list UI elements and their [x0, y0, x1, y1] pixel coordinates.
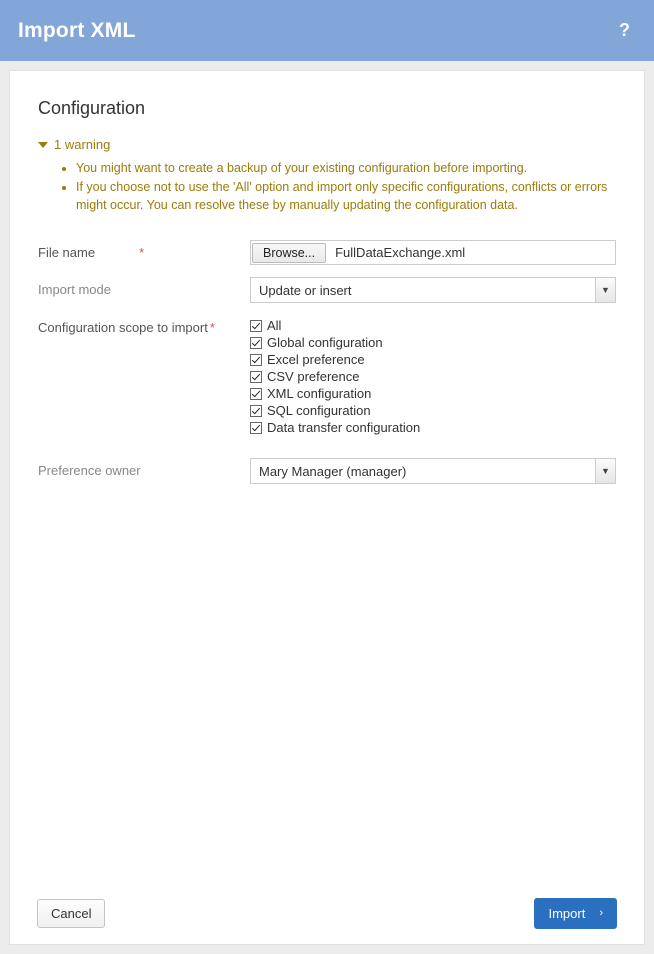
scope-checklist [250, 315, 616, 436]
scope-option-label: CSV preference [267, 369, 360, 385]
scope-option-global-configuration[interactable] [250, 334, 616, 351]
scope-option-data-transfer-configuration[interactable] [250, 419, 616, 436]
warning-item: • You might want to create a backup of your existing configuration before importing. [76, 159, 616, 177]
dialog-content [10, 71, 644, 882]
import-mode-select[interactable] [250, 277, 616, 303]
preference-owner-label: Preference owner [38, 463, 141, 479]
form-row-file-name [38, 240, 616, 265]
chevron-right-icon: › [599, 907, 603, 919]
file-name-label [38, 240, 250, 260]
scope-option-label: SQL configuration [267, 403, 371, 419]
required-marker: * [139, 245, 145, 261]
checkbox-icon[interactable] [250, 320, 262, 332]
dialog-titlebar [0, 0, 654, 61]
scope-option-label: Global configuration [267, 335, 383, 351]
scope-option-sql-configuration[interactable] [250, 402, 616, 419]
checkbox-icon[interactable] [250, 337, 262, 349]
chevron-down-icon[interactable]: ▼ [595, 459, 615, 483]
warning-item: • If you choose not to use the 'All' option and import only specific configurations, conflicts or errors might occur. You can resolve these by manually updating the configuration data. [76, 178, 616, 214]
scope-option-label: XML configuration [267, 386, 372, 402]
file-input[interactable] [250, 240, 616, 265]
scope-option-all[interactable] [250, 317, 616, 334]
scope-option-label: All [267, 318, 282, 334]
import-form [38, 240, 616, 484]
scope-option-label: Excel preference [267, 352, 365, 368]
checkbox-icon[interactable] [250, 354, 262, 366]
scope-option-csv-preference[interactable] [250, 368, 616, 385]
form-row-preference-owner [38, 458, 616, 484]
warning-list [56, 159, 616, 214]
scope-option-label: Data transfer configuration [267, 420, 421, 436]
warning-summary: 1 warning [54, 137, 111, 152]
chevron-down-icon [38, 142, 48, 148]
cancel-button[interactable]: Cancel [37, 899, 105, 928]
import-button[interactable] [534, 898, 617, 929]
file-name-value: FullDataExchange.xml [335, 245, 466, 261]
preference-owner-value: Mary Manager (manager) [259, 463, 407, 479]
file-name-field [250, 240, 616, 265]
file-name-label-text: File name [38, 245, 96, 261]
dialog-body-card [9, 70, 645, 945]
required-marker: * [209, 320, 215, 336]
checkbox-icon[interactable] [250, 371, 262, 383]
warning-toggle[interactable] [38, 137, 616, 152]
scope-label-text: Configuration scope to import [38, 320, 208, 336]
chevron-down-icon[interactable]: ▼ [595, 278, 615, 302]
browse-button[interactable]: Browse... [252, 243, 326, 263]
page-title: Configuration [38, 98, 146, 118]
import-mode-value: Update or insert [259, 282, 352, 298]
help-icon[interactable]: ? [619, 20, 630, 40]
scope-option-excel-preference[interactable] [250, 351, 616, 368]
scope-option-xml-configuration[interactable] [250, 385, 616, 402]
preference-owner-select[interactable] [250, 458, 616, 484]
dialog-title: Import XML [18, 18, 136, 42]
import-button-label: Import [548, 905, 586, 921]
checkbox-icon[interactable] [250, 405, 262, 417]
import-mode-field [250, 277, 616, 303]
form-row-scope [38, 315, 616, 436]
checkbox-icon[interactable] [250, 388, 262, 400]
checkbox-icon[interactable] [250, 422, 262, 434]
form-row-import-mode [38, 277, 616, 303]
scope-label [38, 315, 250, 335]
import-mode-label: Import mode [38, 282, 111, 298]
preference-owner-field [250, 458, 616, 484]
dialog-footer [10, 882, 644, 944]
